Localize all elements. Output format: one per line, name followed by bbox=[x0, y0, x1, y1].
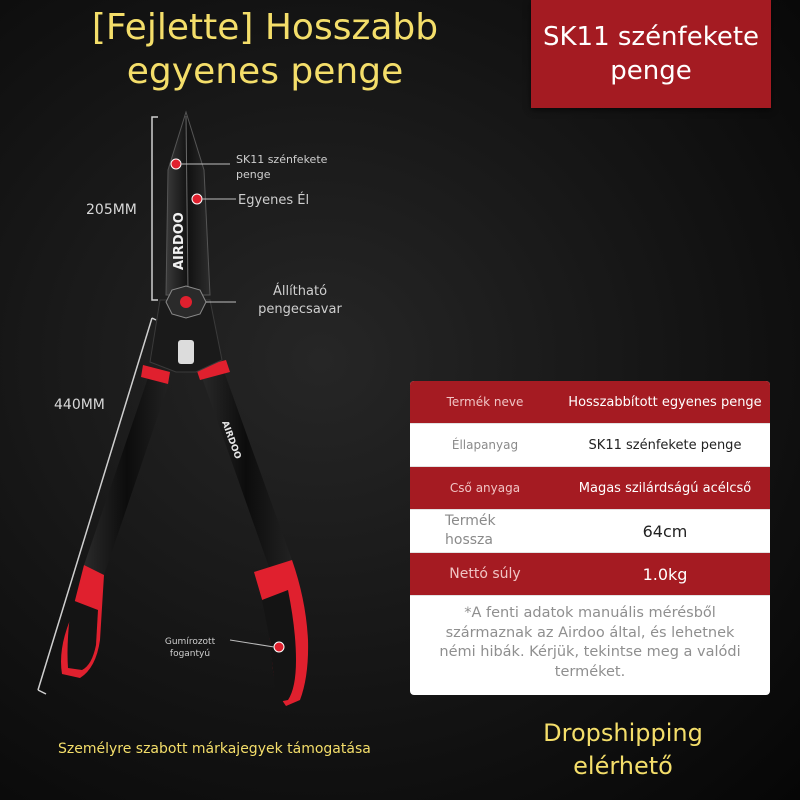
spec-value: 1.0kg bbox=[642, 564, 688, 584]
spec-row-tube-material bbox=[410, 467, 770, 510]
page-title: [Fejlette] Hosszabb egyenes penge bbox=[91, 7, 439, 92]
spec-value: Magas szilárdságú acélcső bbox=[578, 480, 752, 496]
spec-value: Hosszabbított egyenes penge bbox=[568, 394, 762, 410]
spec-label: Éllapanyag bbox=[451, 438, 519, 452]
branding-support-text: Személyre szabott márkajegyek támogatása bbox=[58, 741, 371, 757]
blade bbox=[166, 112, 210, 295]
spec-label: Termék neve bbox=[446, 395, 524, 409]
spec-table bbox=[410, 381, 770, 695]
svg-text:AIRDOO: AIRDOO bbox=[172, 212, 187, 270]
adjustable-screw-icon bbox=[166, 286, 206, 318]
spec-label: Termék hossza bbox=[445, 513, 496, 548]
callout-rubber-grip: Gumírozott fogantyú bbox=[164, 637, 216, 659]
callout-straight-edge: Egyenes Él bbox=[238, 193, 310, 208]
feature-badge-text: SK11 szénfekete penge bbox=[542, 22, 760, 86]
blade-length-label: 205MM bbox=[86, 202, 137, 218]
spec-row-edge-material bbox=[410, 424, 770, 467]
spec-value: 64cm bbox=[642, 521, 688, 541]
callout-blade-material: SK11 szénfekete penge bbox=[236, 153, 328, 181]
spec-row-product-name bbox=[410, 381, 770, 424]
callout-adjustable-screw: Állítható pengecsavar bbox=[258, 284, 342, 317]
total-length-label: 440MM bbox=[54, 397, 105, 413]
blade-dimension-bracket bbox=[152, 117, 158, 300]
spec-row-net-weight bbox=[410, 553, 770, 596]
spec-row-product-length bbox=[410, 510, 770, 553]
spec-label: Nettó súly bbox=[449, 565, 521, 582]
svg-text:AIRDOO: AIRDOO bbox=[219, 419, 243, 461]
spec-note: *A fenti adatok manuális mérésből származnak az Airdoo által, és lehetnek némi hibák. Kérjük, tekintse meg a valódi terméket. bbox=[439, 605, 741, 680]
dropshipping-text: Dropshipping elérhető bbox=[543, 719, 703, 780]
spec-value: SK11 szénfekete penge bbox=[588, 437, 742, 453]
spec-label: Cső anyaga bbox=[449, 481, 521, 495]
